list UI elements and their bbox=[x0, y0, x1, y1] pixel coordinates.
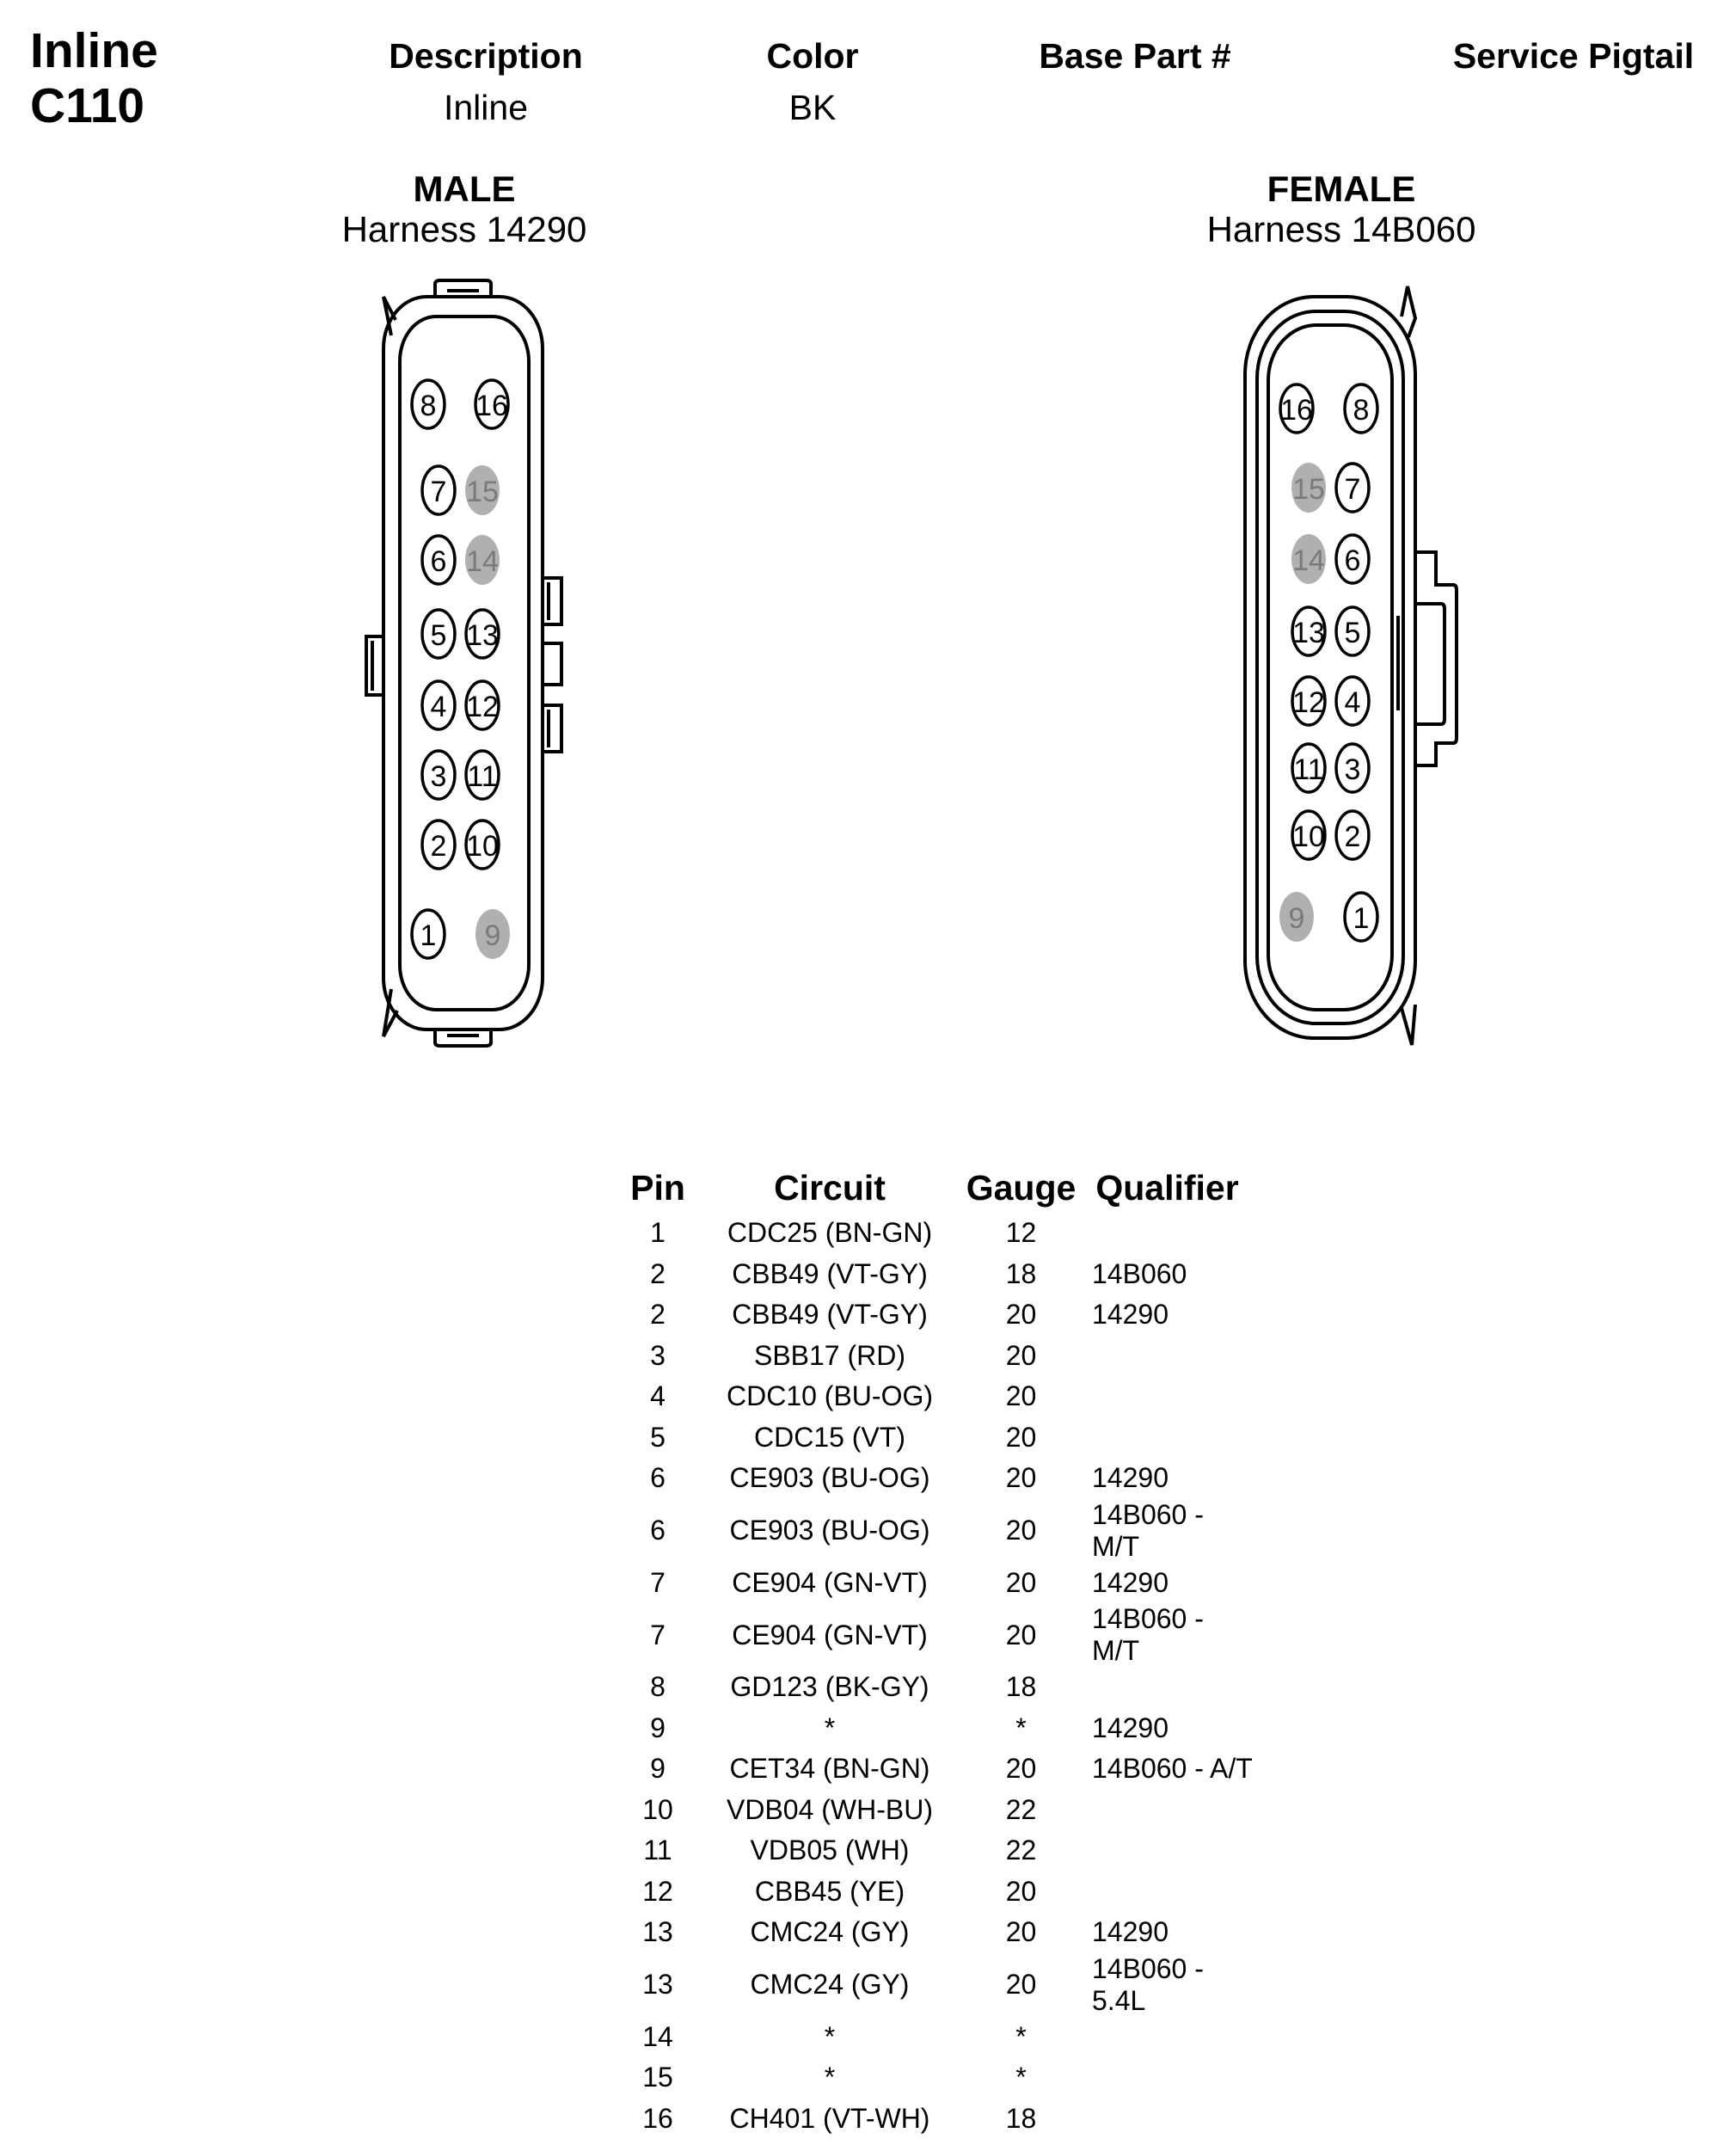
pin-table-header bbox=[619, 1163, 1255, 1213]
pin-3 bbox=[1336, 744, 1369, 792]
gauge-cell: 20 bbox=[963, 1749, 1079, 1790]
pin-label-2: 2 bbox=[431, 830, 447, 863]
gauge-cell: 18 bbox=[963, 1667, 1079, 1708]
pin-3 bbox=[422, 751, 455, 799]
pin-14 bbox=[1291, 534, 1326, 584]
pin-label-7: 7 bbox=[431, 476, 447, 508]
pin-label-12: 12 bbox=[466, 691, 499, 723]
table-row bbox=[619, 1213, 1255, 1254]
gauge-cell: 20 bbox=[963, 1953, 1079, 2017]
table-row bbox=[619, 1708, 1255, 1749]
qualifier-cell: 14290 bbox=[1079, 1912, 1255, 1953]
pin-cell: 9 bbox=[619, 1708, 696, 1749]
circuit-cell: GD123 (BK-GY) bbox=[696, 1667, 963, 1708]
circuit-cell: SBB17 (RD) bbox=[696, 1336, 963, 1377]
circuit-cell: CBB49 (VT-GY) bbox=[696, 1254, 963, 1295]
pin-cell: 8 bbox=[619, 1667, 696, 1708]
circuit-cell: * bbox=[696, 2057, 963, 2099]
pin-label-5: 5 bbox=[1345, 617, 1361, 649]
circuit-cell: CE904 (GN-VT) bbox=[696, 1603, 963, 1667]
pin-12 bbox=[466, 681, 499, 729]
table-row bbox=[619, 2057, 1255, 2099]
male-connector-face bbox=[366, 280, 561, 1046]
qualifier-cell bbox=[1079, 1830, 1255, 1872]
pin-10 bbox=[1292, 811, 1325, 859]
pin-16 bbox=[475, 380, 508, 428]
pin-9 bbox=[1279, 892, 1314, 942]
gauge-cell: 20 bbox=[963, 1417, 1079, 1459]
table-row bbox=[619, 2017, 1255, 2058]
circuit-cell: * bbox=[696, 1708, 963, 1749]
gauge-cell: * bbox=[963, 2057, 1079, 2099]
pin-label-9: 9 bbox=[485, 919, 501, 952]
pin-1 bbox=[1345, 893, 1377, 941]
pin-label-13: 13 bbox=[466, 619, 499, 652]
pin-label-13: 13 bbox=[1292, 617, 1325, 649]
pin-cell: 6 bbox=[619, 1499, 696, 1563]
circuit-cell: CDC10 (BU-OG) bbox=[696, 1376, 963, 1417]
pin-cell: 4 bbox=[619, 1376, 696, 1417]
circuit-cell: CE904 (GN-VT) bbox=[696, 1563, 963, 1604]
pin-8 bbox=[412, 380, 445, 428]
pin-2 bbox=[422, 821, 455, 869]
qualifier-cell bbox=[1079, 1376, 1255, 1417]
gauge-cell: * bbox=[963, 1708, 1079, 1749]
pin-15 bbox=[1291, 463, 1326, 513]
pin-8 bbox=[1345, 384, 1377, 433]
circuit-cell: CBB49 (VT-GY) bbox=[696, 1294, 963, 1336]
pin-label-6: 6 bbox=[1345, 544, 1361, 577]
table-row bbox=[619, 2099, 1255, 2139]
gauge-cell: 18 bbox=[963, 1254, 1079, 1295]
gauge-cell: 22 bbox=[963, 1830, 1079, 1872]
qualifier-cell bbox=[1079, 2099, 1255, 2139]
pin-cell: 2 bbox=[619, 1294, 696, 1336]
gauge-cell: 20 bbox=[963, 1376, 1079, 1417]
table-row bbox=[619, 1417, 1255, 1459]
pin-cell: 7 bbox=[619, 1603, 696, 1667]
gauge-cell: 20 bbox=[963, 1458, 1079, 1499]
pin-label-12: 12 bbox=[1292, 686, 1325, 719]
male-right-tab-lower bbox=[543, 705, 561, 752]
pin-label-4: 4 bbox=[431, 691, 447, 723]
pin-label-8: 8 bbox=[420, 390, 437, 422]
qualifier-cell: 14290 bbox=[1079, 1708, 1255, 1749]
circuit-cell: CH401 (VT-WH) bbox=[696, 2099, 963, 2139]
pin-label-3: 3 bbox=[431, 760, 447, 793]
pin-cell: 5 bbox=[619, 1417, 696, 1459]
table-row bbox=[619, 1499, 1255, 1563]
pin-13 bbox=[1292, 607, 1325, 655]
table-row bbox=[619, 1563, 1255, 1604]
male-left-tab bbox=[366, 636, 383, 695]
pin-cell: 9 bbox=[619, 1749, 696, 1790]
male-top-latch bbox=[435, 280, 491, 297]
pin-cell: 15 bbox=[619, 2057, 696, 2099]
gauge-cell: 12 bbox=[963, 1213, 1079, 1254]
pin-label-16: 16 bbox=[1280, 394, 1313, 427]
qualifier-cell bbox=[1079, 2017, 1255, 2058]
qualifier-cell: 14B060 bbox=[1079, 1254, 1255, 1295]
pin-label-4: 4 bbox=[1345, 686, 1361, 719]
table-row bbox=[619, 1376, 1255, 1417]
pin-label-6: 6 bbox=[431, 545, 447, 578]
female-harness: Harness 14B060 bbox=[1169, 209, 1513, 250]
gauge-cell: 22 bbox=[963, 1790, 1079, 1831]
circuit-cell: CE903 (BU-OG) bbox=[696, 1499, 963, 1563]
qualifier-cell bbox=[1079, 1336, 1255, 1377]
pin-11 bbox=[466, 751, 499, 799]
pin-label-14: 14 bbox=[1292, 544, 1325, 577]
table-row bbox=[619, 1458, 1255, 1499]
pin-6 bbox=[1336, 535, 1369, 583]
circuit-cell: CE903 (BU-OG) bbox=[696, 1458, 963, 1499]
pin-4 bbox=[422, 681, 455, 729]
qualifier-cell: 14B060 - 5.4L bbox=[1079, 1953, 1255, 2017]
qualifier-cell: 14B060 - M/T bbox=[1079, 1499, 1255, 1563]
col-circuit: Circuit bbox=[696, 1163, 963, 1213]
header-color: Color bbox=[688, 36, 937, 77]
connector-id: C110 bbox=[30, 79, 144, 132]
description-value: Inline bbox=[344, 88, 628, 128]
pin-cell: 7 bbox=[619, 1563, 696, 1604]
table-row bbox=[619, 1294, 1255, 1336]
qualifier-cell bbox=[1079, 1213, 1255, 1254]
pin-cell: 6 bbox=[619, 1458, 696, 1499]
pin-label-1: 1 bbox=[420, 919, 437, 952]
table-row bbox=[619, 1953, 1255, 2017]
circuit-cell: VDB05 (WH) bbox=[696, 1830, 963, 1872]
pin-1 bbox=[412, 910, 445, 958]
qualifier-cell bbox=[1079, 1667, 1255, 1708]
gauge-cell: 20 bbox=[963, 1294, 1079, 1336]
col-gauge: Gauge bbox=[963, 1163, 1079, 1213]
pin-cell: 3 bbox=[619, 1336, 696, 1377]
header-service-pigtail: Service Pigtail bbox=[1419, 36, 1728, 77]
table-row bbox=[619, 1830, 1255, 1872]
pin-cell: 11 bbox=[619, 1830, 696, 1872]
qualifier-cell bbox=[1079, 1417, 1255, 1459]
pin-label-11: 11 bbox=[1293, 753, 1323, 786]
table-row bbox=[619, 1790, 1255, 1831]
circuit-cell: CET34 (BN-GN) bbox=[696, 1749, 963, 1790]
qualifier-cell: 14290 bbox=[1079, 1294, 1255, 1336]
table-row bbox=[619, 1667, 1255, 1708]
qualifier-cell: 14290 bbox=[1079, 1458, 1255, 1499]
circuit-cell: CMC24 (GY) bbox=[696, 1912, 963, 1953]
circuit-cell: CDC25 (BN-GN) bbox=[696, 1213, 963, 1254]
qualifier-cell: 14B060 - M/T bbox=[1079, 1603, 1255, 1667]
pin-13 bbox=[466, 610, 499, 658]
pin-label-5: 5 bbox=[431, 619, 447, 652]
pin-cell: 10 bbox=[619, 1790, 696, 1831]
table-row bbox=[619, 1254, 1255, 1295]
circuit-cell: VDB04 (WH-BU) bbox=[696, 1790, 963, 1831]
pin-cell: 12 bbox=[619, 1872, 696, 1913]
col-pin: Pin bbox=[619, 1163, 696, 1213]
male-pins bbox=[412, 380, 510, 959]
pin-label-3: 3 bbox=[1345, 753, 1361, 786]
female-middle-shell bbox=[1257, 311, 1403, 1023]
pin-label-10: 10 bbox=[466, 830, 499, 863]
pin-label-15: 15 bbox=[466, 476, 499, 508]
circuit-cell: CDC15 (VT) bbox=[696, 1417, 963, 1459]
pin-label-15: 15 bbox=[1292, 473, 1325, 506]
pin-2 bbox=[1336, 811, 1369, 859]
pin-label-7: 7 bbox=[1345, 473, 1361, 506]
pin-label-1: 1 bbox=[1353, 902, 1370, 935]
header-description: Description bbox=[344, 36, 628, 77]
pin-label-16: 16 bbox=[475, 390, 508, 422]
pin-10 bbox=[466, 821, 499, 869]
pin-cell: 13 bbox=[619, 1912, 696, 1953]
pin-cell: 1 bbox=[619, 1213, 696, 1254]
gauge-cell: 20 bbox=[963, 1563, 1079, 1604]
pin-cell: 16 bbox=[619, 2099, 696, 2139]
col-qualifier: Qualifier bbox=[1079, 1163, 1255, 1213]
gauge-cell: 20 bbox=[963, 1872, 1079, 1913]
gauge-cell: 20 bbox=[963, 1499, 1079, 1563]
pin-label-8: 8 bbox=[1353, 394, 1370, 427]
pin-11 bbox=[1292, 744, 1325, 792]
circuit-cell: * bbox=[696, 2017, 963, 2058]
table-row bbox=[619, 1336, 1255, 1377]
table-row bbox=[619, 1872, 1255, 1913]
qualifier-cell bbox=[1079, 1790, 1255, 1831]
pin-15 bbox=[465, 465, 500, 515]
circuit-cell: CBB45 (YE) bbox=[696, 1872, 963, 1913]
pin-cell: 2 bbox=[619, 1254, 696, 1295]
pin-14 bbox=[465, 535, 500, 585]
circuit-cell: CMC24 (GY) bbox=[696, 1953, 963, 2017]
male-harness: Harness 14290 bbox=[292, 209, 636, 250]
pin-16 bbox=[1280, 384, 1313, 433]
pin-5 bbox=[1336, 607, 1369, 655]
qualifier-cell bbox=[1079, 2057, 1255, 2099]
qualifier-cell bbox=[1079, 1872, 1255, 1913]
pin-label-10: 10 bbox=[1292, 821, 1325, 853]
male-bottom-latch bbox=[435, 1030, 491, 1046]
gauge-cell: 20 bbox=[963, 1603, 1079, 1667]
pin-7 bbox=[422, 466, 455, 514]
header-base-part: Base Part # bbox=[980, 36, 1290, 77]
pin-cell: 13 bbox=[619, 1953, 696, 2017]
connector-type-label: Inline bbox=[30, 24, 158, 77]
female-side-latch bbox=[1415, 552, 1457, 765]
table-row bbox=[619, 1912, 1255, 1953]
table-row bbox=[619, 1749, 1255, 1790]
pin-cell: 14 bbox=[619, 2017, 696, 2058]
pin-5 bbox=[422, 610, 455, 658]
qualifier-cell: 14B060 - A/T bbox=[1079, 1749, 1255, 1790]
gauge-cell: * bbox=[963, 2017, 1079, 2058]
pin-label-11: 11 bbox=[467, 760, 497, 793]
color-value: BK bbox=[688, 88, 937, 128]
pin-12 bbox=[1292, 677, 1325, 725]
pin-label-9: 9 bbox=[1289, 902, 1305, 935]
pin-label-14: 14 bbox=[466, 545, 499, 578]
pin-4 bbox=[1336, 677, 1369, 725]
female-outer-shell bbox=[1245, 297, 1415, 1038]
male-title: MALE bbox=[292, 169, 636, 210]
gauge-cell: 20 bbox=[963, 1336, 1079, 1377]
pin-9 bbox=[475, 909, 510, 959]
female-title: FEMALE bbox=[1169, 169, 1513, 210]
pin-table bbox=[619, 1163, 1255, 2139]
gauge-cell: 20 bbox=[963, 1912, 1079, 1953]
pin-7 bbox=[1336, 464, 1369, 512]
pin-label-2: 2 bbox=[1345, 821, 1361, 853]
qualifier-cell: 14290 bbox=[1079, 1563, 1255, 1604]
male-right-tab-upper bbox=[543, 578, 561, 624]
male-outer-shell bbox=[383, 297, 543, 1030]
female-pins bbox=[1279, 384, 1377, 942]
gauge-cell: 18 bbox=[963, 2099, 1079, 2139]
table-row bbox=[619, 1603, 1255, 1667]
pin-6 bbox=[422, 536, 455, 584]
